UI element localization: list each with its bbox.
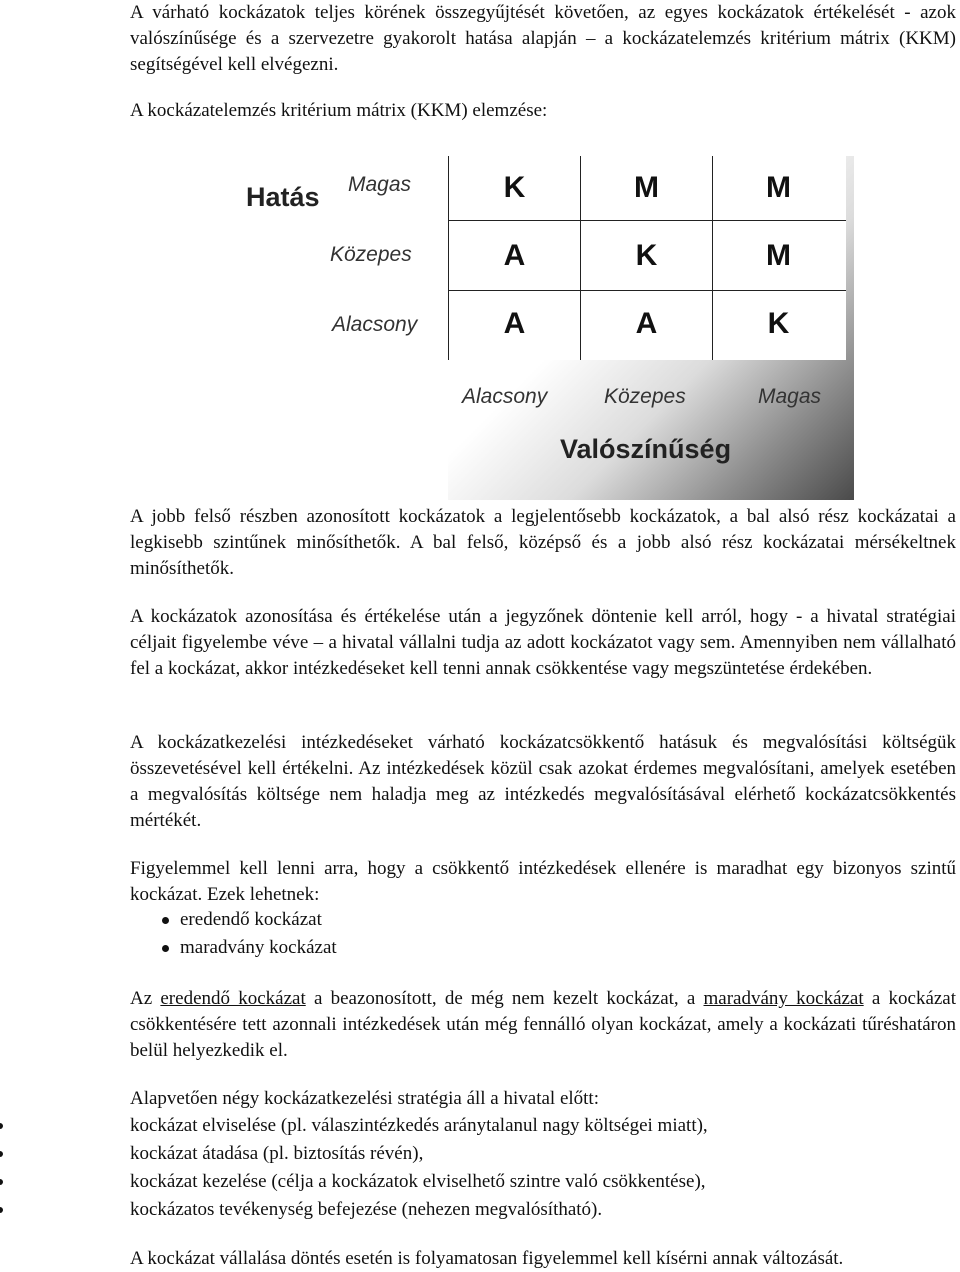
matrix-cell: M (634, 171, 659, 204)
strategies-intro: Alapvetően négy kockázatkezelési stratégia áll a hivatal előtt: (130, 1088, 599, 1109)
inherent-risk-term: eredendő kockázat (160, 988, 306, 1009)
risk-matrix-figure (240, 148, 856, 480)
probability-level-label: Magas (758, 385, 822, 408)
probability-axis-title: Valószínűség (560, 434, 732, 464)
impact-level-label: Magas (348, 173, 412, 196)
residual-types-list (162, 906, 337, 962)
matrix-intro-text: A kockázatelemzés kritérium mátrix (KKM) elemzése: (130, 100, 548, 121)
impact-axis-title: Hatás (246, 182, 320, 212)
matrix-cell: M (766, 239, 791, 272)
matrix-cell: K (767, 307, 790, 340)
definitions-text: a kockázat csökkentésére tett azonnali intézkedések után még fennálló olyan kockázat, amely a kockázati tűréshatáron belül helyezkedik el. (130, 988, 957, 1061)
decision-paragraph: A kockázatok azonosítása és értékelése után a jegyzőnek döntenie kell arról, hogy - a hivatal stratégiai céljait figyelembe véve – a hivatal vállalni tudja az adott kockázatot vagy sem. Amennyiben nem vállalható fel a kockázat, akkor intézkedéseket kell tenni annak csökkentése vagy megszüntetése érdekében. (130, 606, 956, 679)
residual-risk-term: maradvány kockázat (703, 988, 864, 1009)
list-item: kockázat átadása (pl. biztosítás révén), (0, 1140, 960, 1168)
probability-level-label: Alacsony (462, 385, 548, 408)
definitions-paragraph (130, 986, 956, 1064)
intro-paragraph: A várható kockázatok teljes körének összegyűjtését követően, az egyes kockázatok értékelését - azok valószínűsége és a szervezetre gyakorolt hatása alapján – a kockázatelemzés kritérium mátrix (KKM) segítségével kell elvégezni. (130, 2, 956, 75)
matrix-explanation-paragraph: A jobb felső részben azonosított kockázatok a legjelentősebb kockázatok, a bal alsó rész kockázatai a legkisebb szintűnek minősíthetők. A bal felső, középső és a jobb alsó rész kockázatai mérsékeltnek minősíthetők. (130, 506, 956, 579)
matrix-cell: M (766, 171, 791, 204)
definitions-text: a beazonosított, de még nem kezelt kockázat, a (305, 988, 704, 1009)
closing-paragraph: A kockázat vállalása döntés esetén is folyamatosan figyelemmel kell kísérni annak változását. (130, 1248, 844, 1269)
matrix-cell: K (503, 171, 526, 204)
list-item: maradvány kockázat (162, 934, 337, 962)
measures-paragraph: A kockázatkezelési intézkedéseket várható kockázatcsökkentő hatásuk és megvalósítási költségük összevetésével kell értékelni. Az intézkedések közül csak azokat érdemes megvalósítani, amelyek esetében a megvalósítás költsége nem haladja meg az intézkedés megvalósításával elérhető kockázatcsökkentés mértékét. (130, 732, 956, 831)
impact-level-label: Közepes (330, 243, 412, 266)
matrix-cell: K (635, 239, 658, 272)
impact-level-label: Alacsony (332, 313, 418, 336)
matrix-cell: A (503, 307, 526, 340)
list-item: kockázat kezelése (célja a kockázatok elviselhető szintre való csökkentése), (0, 1168, 960, 1196)
matrix-cell: A (503, 239, 526, 272)
list-item: eredendő kockázat (162, 906, 337, 934)
definitions-text: Az (130, 988, 161, 1009)
matrix-cell: A (635, 307, 658, 340)
list-item: kockázatos tevékenység befejezése (nehezen megvalósítható). (0, 1196, 960, 1224)
strategies-list (0, 1112, 960, 1224)
probability-level-label: Közepes (604, 385, 686, 408)
residual-risk-paragraph: Figyelemmel kell lenni arra, hogy a csökkentő intézkedések ellenére is maradhat egy bizonyos szintű kockázat. Ezek lehetnek: (130, 858, 956, 905)
list-item: kockázat elviselése (pl. válaszintézkedés aránytalanul nagy költségei miatt), (0, 1112, 960, 1140)
